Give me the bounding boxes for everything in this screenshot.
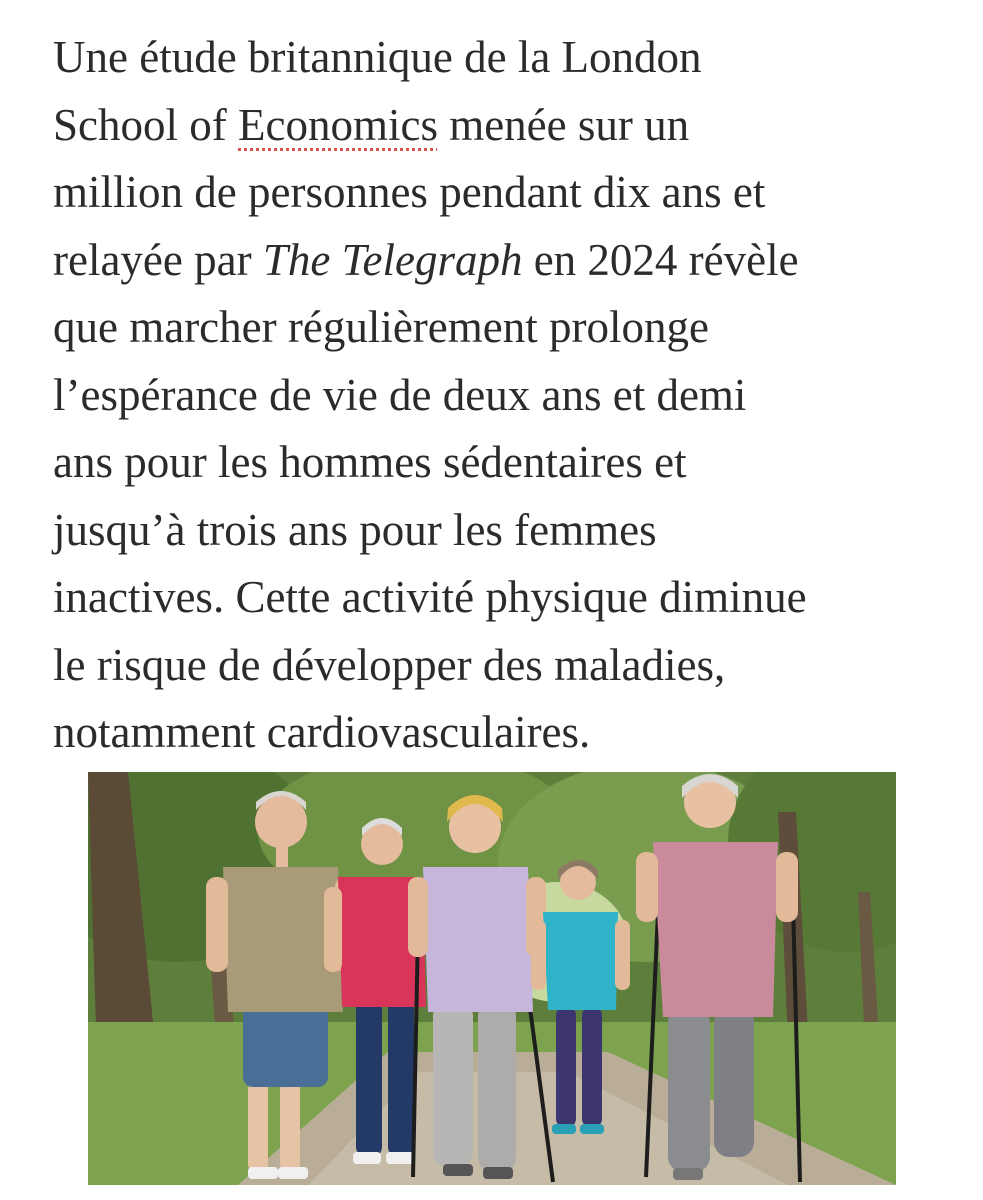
text-line (53, 227, 953, 295)
text-line (53, 92, 953, 160)
text-line: le risque de développer des maladies, (53, 639, 726, 690)
text-line: Une étude britannique de la London (53, 32, 702, 82)
article-photo (88, 772, 896, 1185)
text-line: jusqu’à trois ans pour les femmes (53, 504, 657, 555)
text-line: inactives. Cette activité physique diminue (53, 572, 807, 622)
text-segment: menée sur un (437, 99, 690, 150)
text-line: l’espérance de vie de deux ans et demi (53, 369, 747, 420)
text-segment: relayée par (53, 234, 263, 285)
text-segment: School of (53, 99, 238, 150)
text-line: notamment cardiovasculaires. (53, 707, 591, 757)
seniors-nordic-walking-illustration (88, 772, 896, 1185)
spellcheck-flagged-word[interactable]: Economics (238, 99, 438, 150)
text-line: ans pour les hommes sédentaires et (53, 437, 687, 487)
article-paragraph (53, 24, 953, 767)
text-line: que marcher régulièrement prolonge (53, 302, 709, 352)
publication-name: The Telegraph (262, 234, 523, 285)
text-segment: en 2024 révèle (522, 234, 799, 285)
text-line: million de personnes pendant dix ans et (53, 167, 766, 217)
